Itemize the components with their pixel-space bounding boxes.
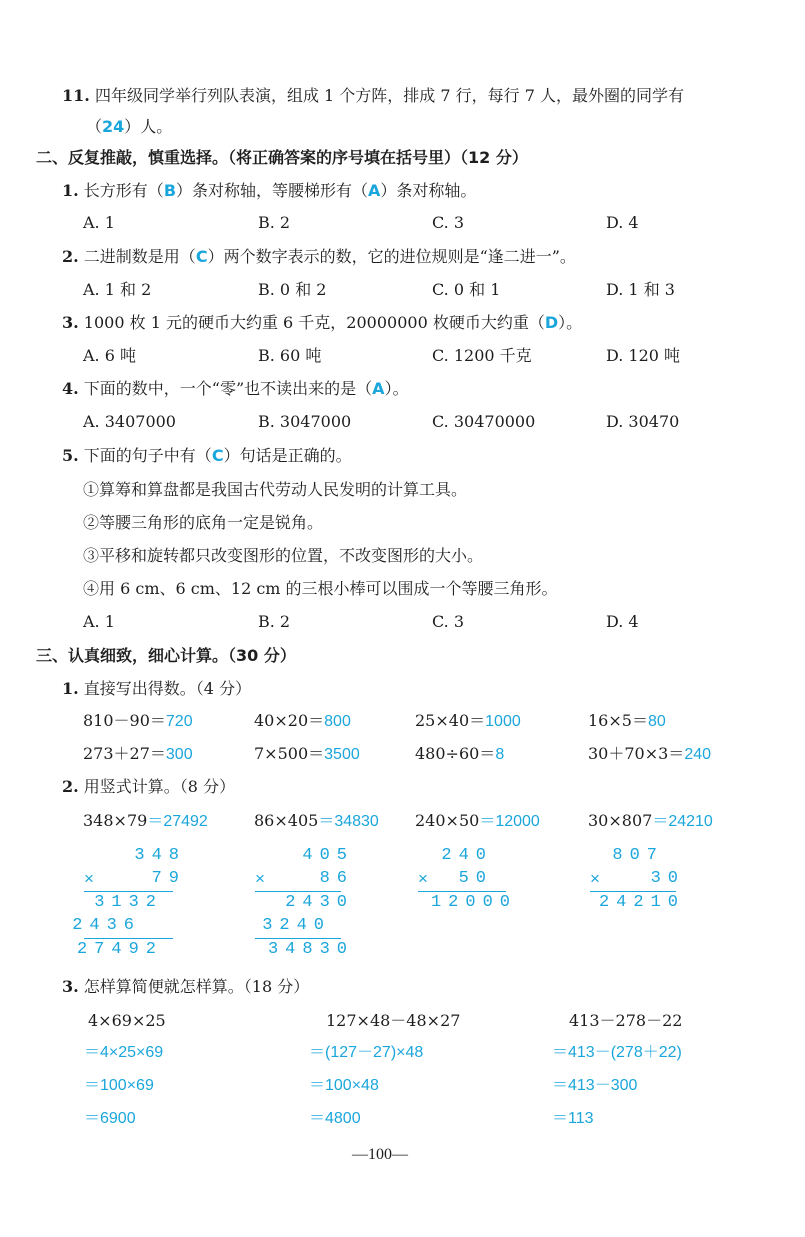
simplify-expr-3: 413－278－22 xyxy=(569,1011,683,1030)
option-c: C. 3 xyxy=(432,612,465,631)
oral-item xyxy=(83,744,193,765)
section-2-title: 二、反复推敲，慎重选择。（将正确答案的序号填在括号里）（12 分） xyxy=(36,148,528,167)
expr: 348×79 xyxy=(83,811,148,830)
answer-s2-q2: C xyxy=(195,247,208,266)
oral-item xyxy=(83,711,193,732)
s3-question-1 xyxy=(62,679,251,699)
text: ）两个数字表示的数，它的进位规则是“逢二进一”。 xyxy=(207,247,576,266)
option-d: D. 4 xyxy=(606,213,639,232)
expr: 86×405 xyxy=(254,811,319,830)
option-b: B. 2 xyxy=(258,213,291,232)
oral-item xyxy=(254,711,351,732)
times-sign: × xyxy=(418,869,428,888)
text: 下面的句子中有（ xyxy=(83,446,212,465)
simplify-step: ＝4×25×69 xyxy=(84,1044,164,1061)
partial-product: 3132 xyxy=(94,893,163,912)
multiplicand: 807 xyxy=(612,846,664,865)
option-c: C. 0 和 1 xyxy=(432,280,501,299)
question-title: 用竖式计算。（8 分） xyxy=(83,777,236,796)
s2-question-4 xyxy=(62,379,409,399)
question-title: 怎样算简便就怎样算。（18 分） xyxy=(83,977,310,996)
question-11-answer-line xyxy=(86,117,172,137)
s2-question-5 xyxy=(62,446,352,466)
times-sign: × xyxy=(84,869,94,888)
statement-1: ①算筹和算盘都是我国古代劳动人民发明的计算工具。 xyxy=(83,480,468,499)
option-c: C. 30470000 xyxy=(432,412,536,431)
text: ）条对称轴。 xyxy=(380,181,477,200)
answer: 720 xyxy=(165,713,193,730)
option-c: C. 3 xyxy=(432,213,465,232)
oral-item xyxy=(415,744,504,765)
answer-s2-q3: D xyxy=(544,313,559,332)
simplify-step: ＝4800 xyxy=(309,1110,361,1127)
vertical-calc-4 xyxy=(590,845,685,920)
written-expr xyxy=(588,811,713,832)
page-number: —100— xyxy=(352,1146,408,1163)
expr: 30×807 xyxy=(588,811,653,830)
option-b: B. 60 吨 xyxy=(258,346,322,365)
answer: ＝24210 xyxy=(652,813,713,830)
oral-item xyxy=(588,744,711,765)
vertical-calc-1 xyxy=(72,845,186,965)
simplify-expr-2: 127×48－48×27 xyxy=(326,1011,461,1030)
expr: 7×500＝ xyxy=(254,744,325,763)
answer-q11: 24 xyxy=(102,117,125,136)
times-sign: × xyxy=(590,869,600,888)
text: 下面的数中，一个“零”也不读出来的是（ xyxy=(83,379,373,398)
written-expr xyxy=(83,811,208,832)
option-a: A. 6 吨 xyxy=(83,346,136,365)
expr: 40×20＝ xyxy=(254,711,325,730)
simplify-step: ＝413－300 xyxy=(552,1077,638,1094)
question-11 xyxy=(62,86,684,106)
text: ）句话是正确的。 xyxy=(223,446,352,465)
answer: 3500 xyxy=(324,746,360,763)
answer: 240 xyxy=(684,746,712,763)
expr: 480÷60＝ xyxy=(415,744,496,763)
s3-question-3 xyxy=(62,977,309,997)
simplify-expr-1: 4×69×25 xyxy=(88,1011,166,1030)
question-number: 4. xyxy=(62,379,79,398)
text: ）。 xyxy=(384,379,409,398)
multiplier: 50 xyxy=(458,869,493,888)
written-expr xyxy=(254,811,379,832)
option-d: D. 1 和 3 xyxy=(606,280,675,299)
option-d: D. 30470 xyxy=(606,412,680,431)
option-a: A. 1 xyxy=(83,612,115,631)
text: 1000 枚 1 元的硬币大约重 6 千克，20000000 枚硬币大约重（ xyxy=(83,313,545,332)
statement-3: ③平移和旋转都只改变图形的位置，不改变图形的大小。 xyxy=(83,546,484,565)
paren-close: ）人。 xyxy=(124,117,173,136)
oral-item xyxy=(415,711,521,732)
option-d: D. 120 吨 xyxy=(606,346,681,365)
answer-s2-q4: A xyxy=(372,379,385,398)
answer: 1000 xyxy=(485,713,521,730)
written-expr xyxy=(415,811,540,832)
text: ）。 xyxy=(558,313,583,332)
option-d: D. 4 xyxy=(606,612,639,631)
expr: 30＋70×3＝ xyxy=(588,744,685,763)
question-title: 直接写出得数。（4 分） xyxy=(83,679,252,698)
paren-open: （ xyxy=(86,117,103,136)
option-b: B. 0 和 2 xyxy=(258,280,327,299)
answer-s2-q1-b: A xyxy=(368,181,381,200)
statement-4: ④用 6 cm、6 cm、12 cm 的三根小棒可以围成一个等腰三角形。 xyxy=(83,579,558,598)
product: 12000 xyxy=(430,893,517,912)
expr: 240×50 xyxy=(415,811,480,830)
answer: ＝34830 xyxy=(318,813,379,830)
simplify-step: ＝6900 xyxy=(84,1110,136,1127)
answer: 300 xyxy=(165,746,193,763)
option-a: A. 1 和 2 xyxy=(83,280,152,299)
simplify-step: ＝100×69 xyxy=(84,1077,154,1094)
s2-question-1 xyxy=(62,181,476,201)
question-number: 3. xyxy=(62,977,79,996)
simplify-step: ＝100×48 xyxy=(309,1077,379,1094)
answer: ＝12000 xyxy=(479,813,540,830)
product: 34830 xyxy=(267,940,354,959)
option-a: A. 3407000 xyxy=(83,412,176,431)
product: 24210 xyxy=(598,893,685,912)
vertical-calc-2 xyxy=(255,845,354,965)
text: 长方形有（ xyxy=(83,181,164,200)
oral-item xyxy=(588,711,666,732)
option-c: C. 1200 千克 xyxy=(432,346,532,365)
statement-2: ②等腰三角形的底角一定是锐角。 xyxy=(83,513,324,532)
vertical-calc-3 xyxy=(418,845,517,920)
answer: 800 xyxy=(324,713,351,730)
s2-question-2 xyxy=(62,247,576,267)
multiplier: 79 xyxy=(151,869,186,888)
multiplier: 86 xyxy=(319,869,354,888)
oral-item xyxy=(254,744,360,765)
text: ）条对称轴，等腰梯形有（ xyxy=(176,181,369,200)
times-sign: × xyxy=(255,869,265,888)
partial-product: 2436 xyxy=(72,916,141,935)
option-b: B. 2 xyxy=(258,612,291,631)
s3-question-2 xyxy=(62,777,235,797)
section-3-title: 三、认真细致，细心计算。（30 分） xyxy=(36,646,296,665)
s2-question-3 xyxy=(62,313,582,333)
partial-product: 2430 xyxy=(285,893,354,912)
expr: 25×40＝ xyxy=(415,711,486,730)
question-number: 1. xyxy=(62,181,79,200)
product: 27492 xyxy=(76,940,163,959)
question-text: 四年级同学举行列队表演，组成 1 个方阵，排成 7 行，每行 7 人，最外圈的同学有 xyxy=(94,86,684,105)
answer: 80 xyxy=(647,713,666,730)
answer-s2-q1-a: B xyxy=(163,181,177,200)
question-number: 2. xyxy=(62,777,79,796)
question-number: 11. xyxy=(62,86,90,105)
expr: 273＋27＝ xyxy=(83,744,166,763)
multiplier: 30 xyxy=(650,869,685,888)
expr: 16×5＝ xyxy=(588,711,648,730)
simplify-step: ＝413－(278＋22) xyxy=(552,1044,682,1061)
option-b: B. 3047000 xyxy=(258,412,352,431)
option-a: A. 1 xyxy=(83,213,115,232)
question-number: 1. xyxy=(62,679,79,698)
multiplicand: 240 xyxy=(441,846,493,865)
question-number: 2. xyxy=(62,247,79,266)
answer: ＝27492 xyxy=(147,813,208,830)
answer-s2-q5: C xyxy=(211,446,224,465)
partial-product: 3240 xyxy=(262,916,331,935)
multiplicand: 348 xyxy=(134,846,186,865)
expr: 810－90＝ xyxy=(83,711,166,730)
question-number: 5. xyxy=(62,446,79,465)
simplify-step: ＝(127－27)×48 xyxy=(309,1044,424,1061)
simplify-step: ＝113 xyxy=(552,1110,594,1127)
answer: 8 xyxy=(495,746,505,763)
text: 二进制数是用（ xyxy=(83,247,196,266)
multiplicand: 405 xyxy=(302,846,354,865)
question-number: 3. xyxy=(62,313,79,332)
